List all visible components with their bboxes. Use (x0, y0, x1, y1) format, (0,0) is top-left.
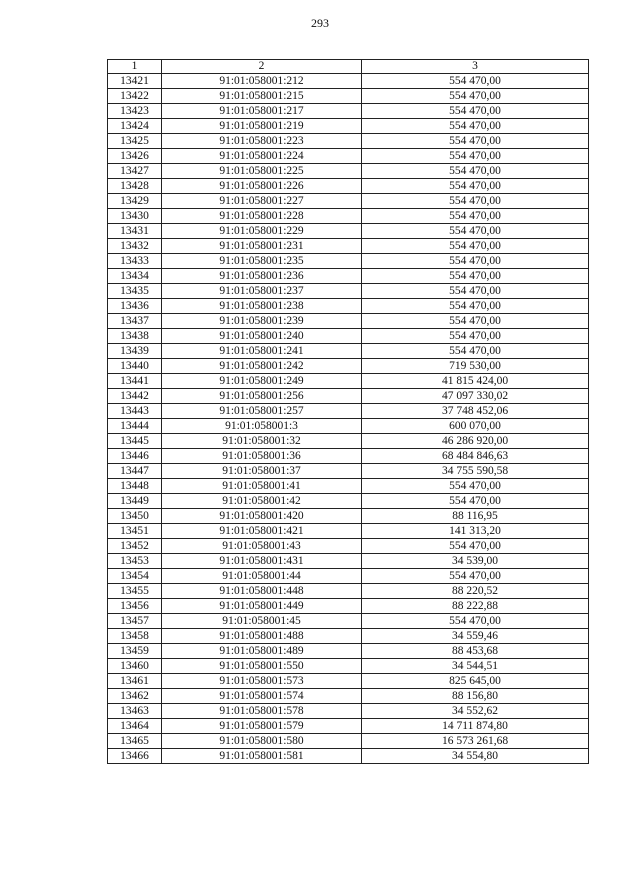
table-row (108, 689, 589, 704)
value-cell: 554 470,00 (362, 194, 589, 209)
cadastral-number-cell: 91:01:058001:43 (162, 539, 362, 554)
table-row (108, 614, 589, 629)
value-cell: 68 484 846,63 (362, 449, 589, 464)
value-cell: 554 470,00 (362, 344, 589, 359)
table-row (108, 539, 589, 554)
row-number-cell: 13459 (108, 644, 162, 659)
value-cell: 88 222,88 (362, 599, 589, 614)
table-row (108, 509, 589, 524)
table-row (108, 224, 589, 239)
table-row (108, 749, 589, 764)
row-number-cell: 13440 (108, 359, 162, 374)
cadastral-number-cell: 91:01:058001:44 (162, 569, 362, 584)
value-cell: 554 470,00 (362, 569, 589, 584)
cadastral-number-cell: 91:01:058001:489 (162, 644, 362, 659)
table-row (108, 464, 589, 479)
value-cell: 554 470,00 (362, 149, 589, 164)
cadastral-number-cell: 91:01:058001:212 (162, 74, 362, 89)
value-cell: 46 286 920,00 (362, 434, 589, 449)
table-row (108, 329, 589, 344)
table-body (108, 74, 589, 764)
row-number-cell: 13422 (108, 89, 162, 104)
cadastral-number-cell: 91:01:058001:226 (162, 179, 362, 194)
value-cell: 719 530,00 (362, 359, 589, 374)
table-row (108, 479, 589, 494)
value-cell: 41 815 424,00 (362, 374, 589, 389)
cadastral-number-cell: 91:01:058001:237 (162, 284, 362, 299)
cadastral-number-cell: 91:01:058001:42 (162, 494, 362, 509)
value-cell: 554 470,00 (362, 314, 589, 329)
row-number-cell: 13439 (108, 344, 162, 359)
row-number-cell: 13454 (108, 569, 162, 584)
cadastral-number-cell: 91:01:058001:256 (162, 389, 362, 404)
cadastral-number-cell: 91:01:058001:574 (162, 689, 362, 704)
cadastral-number-cell: 91:01:058001:449 (162, 599, 362, 614)
cadastral-number-cell: 91:01:058001:581 (162, 749, 362, 764)
cadastral-number-cell: 91:01:058001:219 (162, 119, 362, 134)
table-row (108, 284, 589, 299)
cadastral-number-cell: 91:01:058001:488 (162, 629, 362, 644)
cadastral-number-cell: 91:01:058001:223 (162, 134, 362, 149)
row-number-cell: 13461 (108, 674, 162, 689)
row-number-cell: 13447 (108, 464, 162, 479)
value-cell: 554 470,00 (362, 179, 589, 194)
value-cell: 554 470,00 (362, 134, 589, 149)
row-number-cell: 13451 (108, 524, 162, 539)
row-number-cell: 13458 (108, 629, 162, 644)
value-cell: 37 748 452,06 (362, 404, 589, 419)
table-row (108, 569, 589, 584)
table-row (108, 74, 589, 89)
table-row (108, 584, 589, 599)
row-number-cell: 13437 (108, 314, 162, 329)
value-cell: 554 470,00 (362, 224, 589, 239)
table-row (108, 119, 589, 134)
table-row (108, 644, 589, 659)
value-cell: 88 116,95 (362, 509, 589, 524)
row-number-cell: 13433 (108, 254, 162, 269)
value-cell: 554 470,00 (362, 614, 589, 629)
value-cell: 554 470,00 (362, 209, 589, 224)
cadastral-number-cell: 91:01:058001:3 (162, 419, 362, 434)
cadastral-number-cell: 91:01:058001:241 (162, 344, 362, 359)
row-number-cell: 13432 (108, 239, 162, 254)
cadastral-number-cell: 91:01:058001:217 (162, 104, 362, 119)
table-row (108, 149, 589, 164)
row-number-cell: 13444 (108, 419, 162, 434)
row-number-cell: 13443 (108, 404, 162, 419)
page-number: 293 (311, 16, 329, 30)
cadastral-number-cell: 91:01:058001:235 (162, 254, 362, 269)
table-row (108, 524, 589, 539)
value-cell: 34 552,62 (362, 704, 589, 719)
row-number-cell: 13460 (108, 659, 162, 674)
cadastral-number-cell: 91:01:058001:228 (162, 209, 362, 224)
cadastral-number-cell: 91:01:058001:41 (162, 479, 362, 494)
header-row (108, 60, 589, 74)
value-cell: 554 470,00 (362, 494, 589, 509)
cadastral-number-cell: 91:01:058001:573 (162, 674, 362, 689)
cadastral-number-cell: 91:01:058001:45 (162, 614, 362, 629)
row-number-cell: 13427 (108, 164, 162, 179)
cadastral-number-cell: 91:01:058001:431 (162, 554, 362, 569)
row-number-cell: 13423 (108, 104, 162, 119)
row-number-cell: 13424 (108, 119, 162, 134)
row-number-cell: 13464 (108, 719, 162, 734)
row-number-cell: 13446 (108, 449, 162, 464)
value-cell: 554 470,00 (362, 539, 589, 554)
value-cell: 554 470,00 (362, 479, 589, 494)
table-row (108, 449, 589, 464)
value-cell: 88 156,80 (362, 689, 589, 704)
table-row (108, 299, 589, 314)
cadastral-number-cell: 91:01:058001:227 (162, 194, 362, 209)
table-row (108, 344, 589, 359)
cadastral-number-cell: 91:01:058001:229 (162, 224, 362, 239)
row-number-cell: 13463 (108, 704, 162, 719)
row-number-cell: 13453 (108, 554, 162, 569)
row-number-cell: 13431 (108, 224, 162, 239)
cadastral-number-cell: 91:01:058001:550 (162, 659, 362, 674)
cadastral-number-cell: 91:01:058001:37 (162, 464, 362, 479)
cadastral-number-cell: 91:01:058001:231 (162, 239, 362, 254)
row-number-cell: 13457 (108, 614, 162, 629)
table-row (108, 734, 589, 749)
row-number-cell: 13442 (108, 389, 162, 404)
cadastral-number-cell: 91:01:058001:236 (162, 269, 362, 284)
cadastral-number-cell: 91:01:058001:240 (162, 329, 362, 344)
value-cell: 554 470,00 (362, 104, 589, 119)
registry-table (107, 59, 589, 764)
table-row (108, 719, 589, 734)
cadastral-number-cell: 91:01:058001:36 (162, 449, 362, 464)
row-number-cell: 13449 (108, 494, 162, 509)
row-number-cell: 13426 (108, 149, 162, 164)
table-header (108, 60, 589, 74)
table-row (108, 254, 589, 269)
value-cell: 554 470,00 (362, 119, 589, 134)
value-cell: 825 645,00 (362, 674, 589, 689)
value-cell: 141 313,20 (362, 524, 589, 539)
cadastral-number-cell: 91:01:058001:448 (162, 584, 362, 599)
table-row (108, 374, 589, 389)
row-number-cell: 13456 (108, 599, 162, 614)
cadastral-number-cell: 91:01:058001:238 (162, 299, 362, 314)
cadastral-number-cell: 91:01:058001:249 (162, 374, 362, 389)
cadastral-number-cell: 91:01:058001:239 (162, 314, 362, 329)
table-row (108, 239, 589, 254)
column-header-2: 2 (162, 60, 362, 74)
table-row (108, 404, 589, 419)
table-row (108, 389, 589, 404)
cadastral-number-cell: 91:01:058001:420 (162, 509, 362, 524)
value-cell: 34 539,00 (362, 554, 589, 569)
value-cell: 554 470,00 (362, 89, 589, 104)
value-cell: 554 470,00 (362, 269, 589, 284)
row-number-cell: 13462 (108, 689, 162, 704)
row-number-cell: 13466 (108, 749, 162, 764)
cadastral-number-cell: 91:01:058001:257 (162, 404, 362, 419)
value-cell: 14 711 874,80 (362, 719, 589, 734)
value-cell: 600 070,00 (362, 419, 589, 434)
table-row (108, 494, 589, 509)
table-row (108, 209, 589, 224)
row-number-cell: 13421 (108, 74, 162, 89)
value-cell: 554 470,00 (362, 74, 589, 89)
row-number-cell: 13441 (108, 374, 162, 389)
table-row (108, 179, 589, 194)
value-cell: 554 470,00 (362, 329, 589, 344)
cadastral-number-cell: 91:01:058001:580 (162, 734, 362, 749)
table-row (108, 359, 589, 374)
value-cell: 554 470,00 (362, 254, 589, 269)
row-number-cell: 13450 (108, 509, 162, 524)
table-row (108, 164, 589, 179)
value-cell: 34 755 590,58 (362, 464, 589, 479)
row-number-cell: 13448 (108, 479, 162, 494)
table-row (108, 194, 589, 209)
cadastral-number-cell: 91:01:058001:224 (162, 149, 362, 164)
row-number-cell: 13428 (108, 179, 162, 194)
row-number-cell: 13436 (108, 299, 162, 314)
value-cell: 554 470,00 (362, 164, 589, 179)
row-number-cell: 13455 (108, 584, 162, 599)
row-number-cell: 13465 (108, 734, 162, 749)
row-number-cell: 13452 (108, 539, 162, 554)
table-row (108, 434, 589, 449)
table-row (108, 659, 589, 674)
cadastral-number-cell: 91:01:058001:215 (162, 89, 362, 104)
row-number-cell: 13430 (108, 209, 162, 224)
value-cell: 34 559,46 (362, 629, 589, 644)
column-header-3: 3 (362, 60, 589, 74)
row-number-cell: 13429 (108, 194, 162, 209)
table-row (108, 89, 589, 104)
cadastral-number-cell: 91:01:058001:579 (162, 719, 362, 734)
value-cell: 34 544,51 (362, 659, 589, 674)
column-header-1: 1 (108, 60, 162, 74)
table-row (108, 419, 589, 434)
cadastral-number-cell: 91:01:058001:578 (162, 704, 362, 719)
value-cell: 554 470,00 (362, 239, 589, 254)
value-cell: 47 097 330,02 (362, 389, 589, 404)
table-row (108, 104, 589, 119)
table-row (108, 554, 589, 569)
value-cell: 34 554,80 (362, 749, 589, 764)
row-number-cell: 13435 (108, 284, 162, 299)
cadastral-number-cell: 91:01:058001:421 (162, 524, 362, 539)
value-cell: 88 453,68 (362, 644, 589, 659)
table-row (108, 134, 589, 149)
table-row (108, 269, 589, 284)
row-number-cell: 13438 (108, 329, 162, 344)
table-row (108, 674, 589, 689)
cadastral-number-cell: 91:01:058001:225 (162, 164, 362, 179)
table-row (108, 599, 589, 614)
table-row (108, 704, 589, 719)
value-cell: 554 470,00 (362, 284, 589, 299)
table-row (108, 314, 589, 329)
value-cell: 554 470,00 (362, 299, 589, 314)
value-cell: 88 220,52 (362, 584, 589, 599)
row-number-cell: 13445 (108, 434, 162, 449)
cadastral-number-cell: 91:01:058001:32 (162, 434, 362, 449)
value-cell: 16 573 261,68 (362, 734, 589, 749)
row-number-cell: 13425 (108, 134, 162, 149)
table-row (108, 629, 589, 644)
cadastral-number-cell: 91:01:058001:242 (162, 359, 362, 374)
row-number-cell: 13434 (108, 269, 162, 284)
